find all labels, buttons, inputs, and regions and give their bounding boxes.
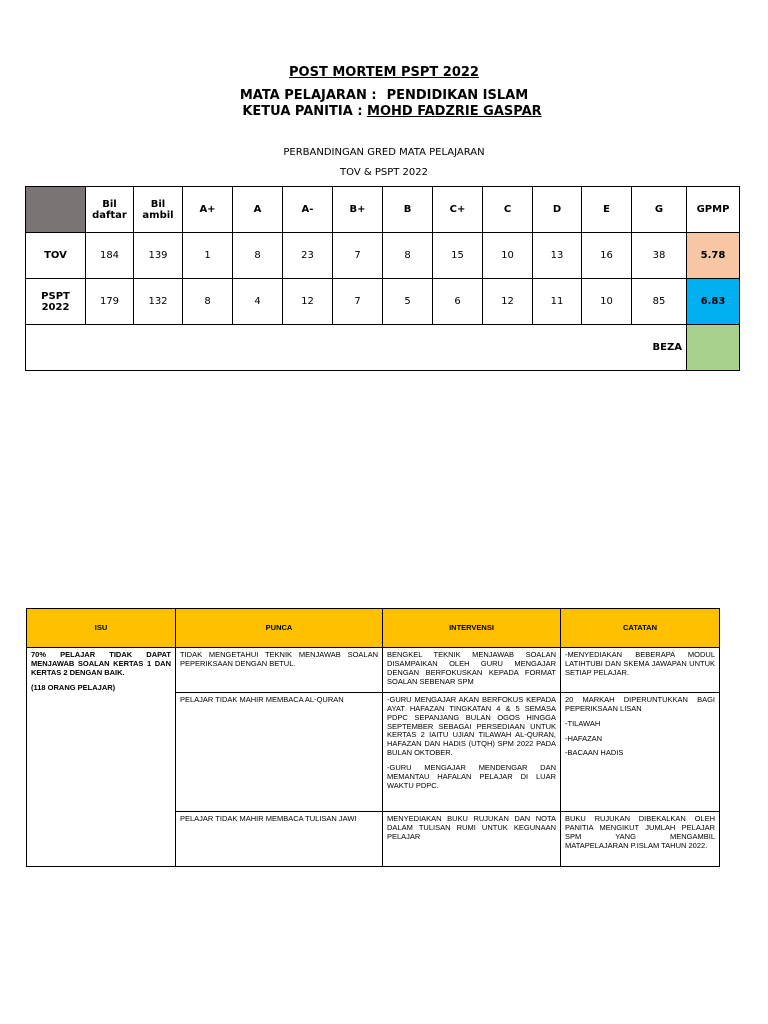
intervensi-cell: BENGKEL TEKNIK MENJAWAB SOALAN DISAMPAIKAN OLEH GURU MENGAJAR DENGAN BERFOKUSKAN KEPADA FORMAT SOALAN SEBENAR SPM xyxy=(383,648,561,693)
table-cell: 6 xyxy=(433,279,483,325)
col-header: C+ xyxy=(433,187,483,233)
subject-label: MATA PELAJARAN : xyxy=(239,88,377,103)
table-cell: 38 xyxy=(632,233,687,279)
col-header: C xyxy=(483,187,533,233)
catatan-text: -BACAAN HADIS xyxy=(565,748,624,758)
col-header-intervensi: INTERVENSI xyxy=(383,609,561,648)
table-header-row xyxy=(26,187,740,233)
row-label: PSPT 2022 xyxy=(26,279,86,325)
table-row xyxy=(27,648,720,693)
head-name: MOHD FADZRIE GASPAR xyxy=(367,104,542,119)
table-cell: 11 xyxy=(533,279,582,325)
punca-cell: TIDAK MENGETAHUI TEKNIK MENJAWAB SOALAN PEPERIKSAAN DENGAN BETUL. xyxy=(176,648,383,693)
table-cell: 23 xyxy=(283,233,333,279)
col-header: G xyxy=(632,187,687,233)
col-header: A- xyxy=(283,187,333,233)
col-header: A xyxy=(233,187,283,233)
punca-cell: PELAJAR TIDAK MAHIR MEMBACA AL-QURAN xyxy=(176,693,383,812)
table-cell: 179 xyxy=(86,279,134,325)
intervensi-cell: MENYEDIAKAN BUKU RUJUKAN DAN NOTA DALAM TULISAN RUMI UNTUK KEGUNAAN PELAJAR xyxy=(383,812,561,867)
col-header: D xyxy=(533,187,582,233)
punca-cell: PELAJAR TIDAK MAHIR MEMBACA TULISAN JAWI xyxy=(176,812,383,867)
catatan-text: 20 MARKAH DIPERUNTUKKAN BAGI PEPERIKSAAN LISAN xyxy=(565,695,715,713)
table-cell: 139 xyxy=(134,233,183,279)
issue-table xyxy=(26,608,720,867)
subject-value: PENDIDIKAN ISLAM xyxy=(386,88,529,103)
beza-label: BEZA xyxy=(26,325,687,371)
col-header: A+ xyxy=(183,187,233,233)
page-title: POST MORTEM PSPT 2022 xyxy=(289,65,479,80)
table-cell: 10 xyxy=(483,233,533,279)
col-header-punca: PUNCA xyxy=(176,609,383,648)
corner-cell xyxy=(26,187,86,233)
table-row-tov xyxy=(26,233,740,279)
subject-line xyxy=(0,88,768,103)
col-header: Bil ambil xyxy=(134,187,183,233)
table-row-beza xyxy=(26,325,740,371)
intervensi-cell xyxy=(383,693,561,812)
table-cell: 1 xyxy=(183,233,233,279)
row-label: TOV xyxy=(26,233,86,279)
table-cell: 8 xyxy=(233,233,283,279)
gpmp-pspt-cell: 6.83 xyxy=(687,279,740,325)
col-header: Bil daftar xyxy=(86,187,134,233)
table-row-pspt xyxy=(26,279,740,325)
gpmp-beza-cell xyxy=(687,325,740,371)
table-cell: 15 xyxy=(433,233,483,279)
comparison-subtitle: TOV & PSPT 2022 xyxy=(340,167,428,178)
comparison-title: PERBANDINGAN GRED MATA PELAJARAN xyxy=(283,147,485,158)
col-header: E xyxy=(582,187,632,233)
col-header: B+ xyxy=(333,187,383,233)
table-cell: 13 xyxy=(533,233,582,279)
issue-header-row xyxy=(27,609,720,648)
head-line xyxy=(0,104,768,119)
catatan-cell: BUKU RUJUKAN DIBEKALKAN OLEH PANITIA MENGIKUT JUMLAH PELAJAR SPM YANG MENGAMBIL MATAPELAJARAN P.ISLAM TAHUN 2022. xyxy=(561,812,720,867)
table-cell: 184 xyxy=(86,233,134,279)
table-cell: 8 xyxy=(183,279,233,325)
col-header-gpmp: GPMP xyxy=(687,187,740,233)
catatan-text: -HAFAZAN xyxy=(565,733,603,743)
catatan-cell xyxy=(561,693,720,812)
col-header-catatan: CATATAN xyxy=(561,609,720,648)
isu-text: 70% PELAJAR TIDAK DAPAT MENJAWAB SOALAN KERTAS 1 DAN KERTAS 2 DENGAN BAIK. xyxy=(31,650,171,677)
catatan-cell: -MENYEDIAKAN BEBERAPA MODUL LATIHTUBI DAN SKEMA JAWAPAN UNTUK SETIAP PELAJAR. xyxy=(561,648,720,693)
table-cell: 132 xyxy=(134,279,183,325)
intervensi-text: -GURU MENGAJAR MENDENGAR DAN MEMANTAU HAFALAN PELAJAR DI LUAR WAKTU PDPC. xyxy=(387,762,556,790)
col-header-isu: ISU xyxy=(27,609,176,648)
table-cell: 12 xyxy=(483,279,533,325)
table-cell: 5 xyxy=(383,279,433,325)
table-cell: 4 xyxy=(233,279,283,325)
head-label: KETUA PANITIA : xyxy=(242,104,363,119)
table-cell: 7 xyxy=(333,233,383,279)
table-cell: 12 xyxy=(283,279,333,325)
table-cell: 8 xyxy=(383,233,433,279)
catatan-text: -TILAWAH xyxy=(565,718,601,728)
gpmp-tov-cell: 5.78 xyxy=(687,233,740,279)
intervensi-text: -GURU MENGAJAR AKAN BERFOKUS KEPADA AYAT HAFAZAN TINGKATAN 4 & 5 SEMASA PDPC SEPANJANG BULAN OGOS HINGGA SEPTEMBER SEBAGAI PERSEDIAAN UNTUK KERTAS 2 IAITU UJIAN TILAWAH AL-QURAN, HAFAZAN DAN HADIS (UTQH) SPM 2022 PADA BULAN OKTOBER. xyxy=(387,695,556,758)
isu-count: (118 ORANG PELAJAR) xyxy=(31,682,116,692)
col-header: B xyxy=(383,187,433,233)
table-cell: 7 xyxy=(333,279,383,325)
grade-comparison-table xyxy=(25,186,740,371)
isu-cell xyxy=(27,648,176,867)
table-cell: 16 xyxy=(582,233,632,279)
table-cell: 10 xyxy=(582,279,632,325)
table-cell: 85 xyxy=(632,279,687,325)
